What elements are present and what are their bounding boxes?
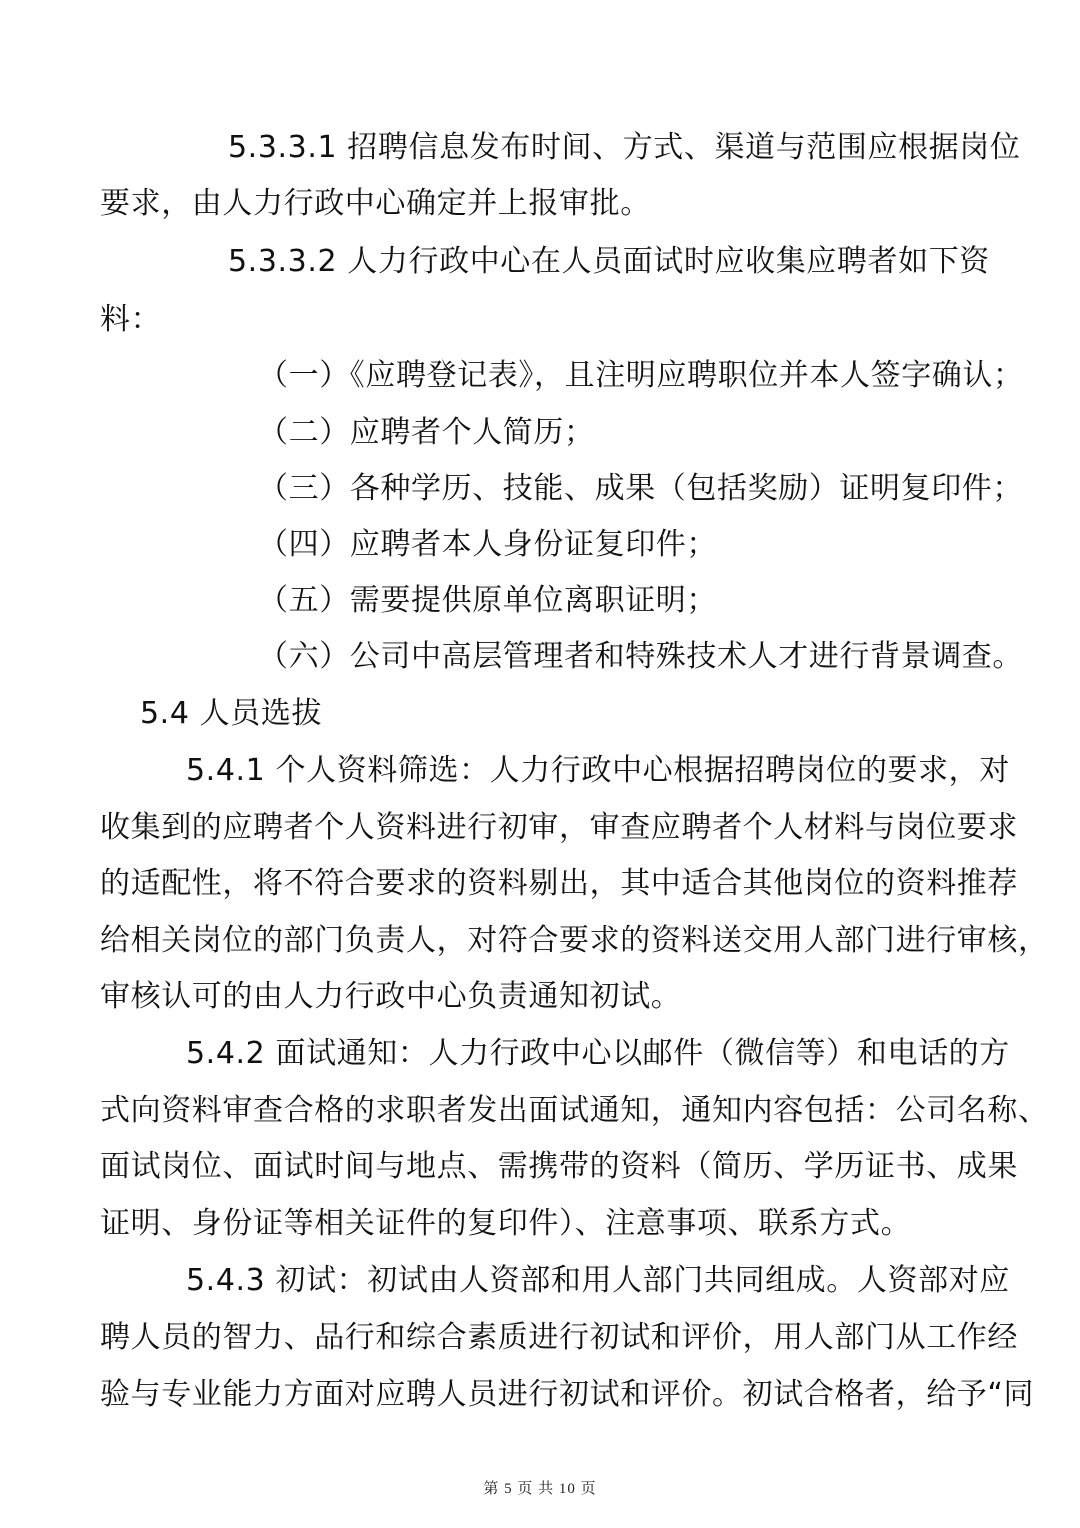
list-item-4: （四）应聘者本人身份证复印件； [258, 527, 717, 562]
para-541-line-2: 收集到的应聘者个人资料进行初审，审查应聘者个人材料与岗位要求 [100, 810, 1018, 845]
list-item-5: （五）需要提供原单位离职证明； [258, 583, 717, 618]
para-541-line-1: 5.4.1 个人资料筛选：人力行政中心根据招聘岗位的要求，对 [186, 753, 1010, 788]
para-541-line-4: 给相关岗位的部门负责人，对符合要求的资料送交用人部门进行审核， [100, 923, 1049, 958]
list-item-2: （二）应聘者个人简历； [258, 415, 595, 450]
para-543-line-3: 验与专业能力方面对应聘人员进行初试和评价。初试合格者，给予“同 [100, 1377, 1035, 1412]
para-541-line-5: 审核认可的由人力行政中心负责通知初试。 [100, 979, 682, 1014]
list-item-6: （六）公司中高层管理者和特殊技术人才进行背景调查。 [258, 639, 1023, 674]
para-543-line-1: 5.4.3 初试：初试由人资部和用人部门共同组成。人资部对应 [186, 1263, 1010, 1298]
para-5331-line-2: 要求，由人力行政中心确定并上报审批。 [100, 186, 651, 221]
para-542-line-4: 证明、身份证等相关证件的复印件）、注意事项、联系方式。 [100, 1206, 912, 1241]
section-heading-5-4: 5.4 人员选拔 [140, 696, 323, 731]
para-5332-line-2: 料： [100, 302, 162, 337]
para-541-line-3: 的适配性，将不符合要求的资料剔出，其中适合其他岗位的资料推荐 [100, 866, 1018, 901]
para-5332-line-1: 5.3.3.2 人力行政中心在人员面试时应收集应聘者如下资 [228, 244, 990, 279]
para-542-line-1: 5.4.2 面试通知：人力行政中心以邮件（微信等）和电话的方 [186, 1036, 1010, 1071]
list-item-1: （一）《应聘登记表》，且注明应聘职位并本人签字确认； [258, 358, 1024, 393]
para-543-line-2: 聘人员的智力、品行和综合素质进行初试和评价，用人部门从工作经 [100, 1320, 1018, 1355]
para-542-line-2: 式向资料审查合格的求职者发出面试通知，通知内容包括：公司名称、 [100, 1093, 1049, 1128]
para-542-line-3: 面试岗位、面试时间与地点、需携带的资料（简历、学历证书、成果 [100, 1149, 1018, 1184]
page-footer: 第 5 页 共 10 页 [483, 1481, 597, 1497]
para-5331-line-1: 5.3.3.1 招聘信息发布时间、方式、渠道与范围应根据岗位 [228, 130, 1021, 165]
list-item-3: （三）各种学历、技能、成果（包括奖励）证明复印件； [258, 471, 1023, 506]
